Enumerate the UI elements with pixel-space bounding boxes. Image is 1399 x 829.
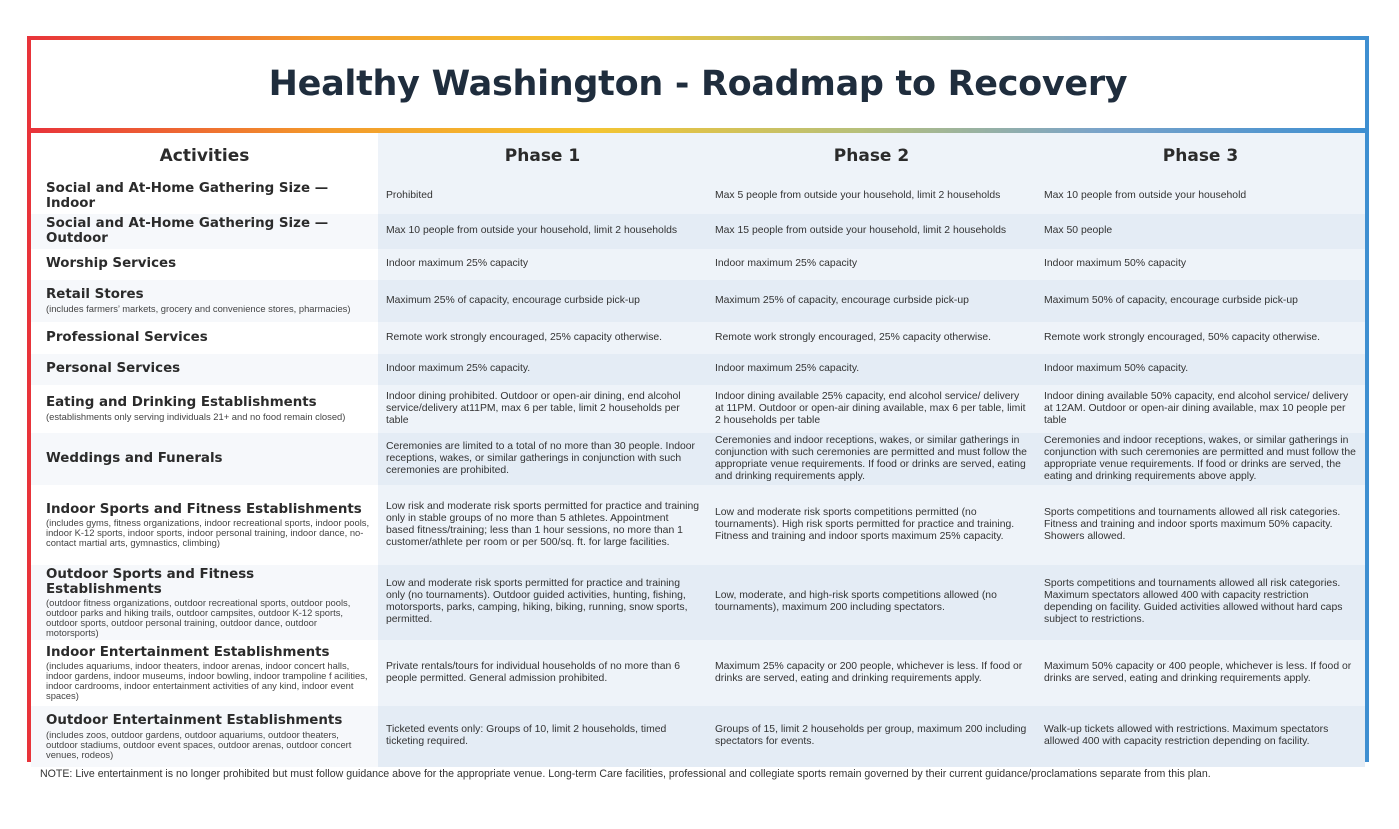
activity-name: Eating and Drinking Establishments [46,395,317,411]
phase-3-cell: Maximum 50% capacity or 400 people, whichever is less. If food or drinks are served, eating and drinking requirements apply. [1036,640,1365,706]
header-phase-2: Phase 2 [707,133,1036,179]
activity-name: Weddings and Funerals [46,450,223,466]
phase-2-cell: Groups of 15, limit 2 households per group, maximum 200 including spectators for events. [707,706,1036,767]
activity-name: Worship Services [46,256,177,272]
table-row [31,640,1365,706]
activity-note: (includes zoos, outdoor gardens, outdoor aquariums, outdoor theaters, outdoor stadiums, outdoor event spaces, outdoor arenas, outdoor concert venues, rodeos) [46,728,352,760]
table-row [31,433,1365,485]
table-row [31,214,1365,249]
phase-2-cell: Remote work strongly encouraged, 25% capacity otherwise. [707,322,1036,354]
phase-1-cell: Maximum 25% of capacity, encourage curbside pick-up [378,280,707,322]
activity-name: Outdoor Sports and Fitness Establishments [46,566,255,598]
table-body [31,179,1365,767]
phase-3-cell: Remote work strongly encouraged, 50% capacity otherwise. [1036,322,1365,354]
phase-1-cell: Low risk and moderate risk sports permitted for practice and training only in stable groups of no more than 5 athletes. Appointment based fitness/training; less than 1 hour sessions, no more than 1 customer/athlete per room or per 500/sq. ft. for large facilities. [378,485,707,565]
table-row [31,354,1365,385]
table-row [31,565,1365,640]
activity-cell [31,640,378,706]
phase-3-cell: Indoor maximum 50% capacity. [1036,354,1365,385]
activity-note: (outdoor fitness organizations, outdoor recreational sports, outdoor pools, outdoor parks and hiking trails, outdoor campsites, outdoor K-12 sports, outdoor sports, outdoor personal training, outdoor dance, outdoor motorsports) [46,597,351,639]
activity-name: Indoor Sports and Fitness Establishments [46,501,362,517]
activity-name: Outdoor Entertainment Establishments [46,713,343,729]
phase-3-cell: Walk-up tickets allowed with restrictions. Maximum spectators allowed 400 with capacity restriction depending on facility. [1036,706,1365,767]
roadmap-table [31,133,1365,767]
phase-1-cell: Private rentals/tours for individual households of no more than 6 people permitted. General admission prohibited. [378,640,707,706]
phase-1-cell: Ticketed events only: Groups of 10, limit 2 households, timed ticketing required. [378,706,707,767]
activity-cell [31,485,378,565]
activity-cell [31,280,378,322]
activity-name: Personal Services [46,361,181,377]
roadmap-panel [31,40,1365,758]
phase-2-cell: Maximum 25% of capacity, encourage curbside pick-up [707,280,1036,322]
phase-1-cell: Max 10 people from outside your household, limit 2 households [378,214,707,249]
header-activities: Activities [31,133,378,179]
activity-note: (includes gyms, fitness organizations, indoor recreational sports, indoor pools, indoor K-12 sports, indoor sports, indoor personal training, indoor dance, no-contact martial arts, gymnastics, climbing) [46,517,370,548]
phase-3-cell: Max 10 people from outside your household [1036,179,1365,214]
phase-2-cell: Low, moderate, and high-risk sports competitions allowed (no tournaments), maximum 200 including spectators. [707,565,1036,640]
activity-cell [31,385,378,433]
activity-note: (includes farmers’ markets, grocery and convenience stores, pharmacies) [46,302,351,314]
phase-3-cell: Indoor maximum 50% capacity [1036,249,1365,280]
phase-3-cell: Sports competitions and tournaments allowed all risk categories. Fitness and training and indoor sports maximum 50% capacity. Showers allowed. [1036,485,1365,565]
activity-name: Social and At-Home Gathering Size — Indoor [46,181,329,212]
footnote: NOTE: Live entertainment is no longer prohibited but must follow guidance above for the appropriate venue. Long-term Care facilities, professional and collegiate sports remain governed by their current guidance/proclamations separate from this plan. [40,768,1211,780]
phase-2-cell: Indoor maximum 25% capacity. [707,354,1036,385]
activity-cell [31,433,378,485]
page-title: Healthy Washington - Roadmap to Recovery [268,64,1128,104]
phase-1-cell: Remote work strongly encouraged, 25% capacity otherwise. [378,322,707,354]
phase-1-cell: Indoor dining prohibited. Outdoor or open-air dining, end alcohol service/delivery at11PM, max 6 per table, limit 2 households per table [378,385,707,433]
activity-note: (establishments only serving individuals 21+ and no food remain closed) [46,410,346,422]
activity-cell [31,706,378,767]
header-phase-3: Phase 3 [1036,133,1365,179]
title-bar [31,40,1365,128]
phase-2-cell: Indoor dining available 25% capacity, end alcohol service/ delivery at 11PM. Outdoor or open-air dining available, max 6 per table, limit 2 households per table [707,385,1036,433]
activity-cell [31,179,378,214]
phase-2-cell: Ceremonies and indoor receptions, wakes, or similar gatherings in conjunction with such ceremonies are permitted and must follow the appropriate venue requirements. If food or drinks are served, eating and drinking requirements apply. [707,433,1036,485]
activity-cell [31,322,378,354]
activity-cell [31,249,378,280]
phase-1-cell: Indoor maximum 25% capacity. [378,354,707,385]
phase-2-cell: Low and moderate risk sports competitions permitted (no tournaments). High risk sports permitted for practice and training. Fitness and training and indoor sports maximum 25% capacity. [707,485,1036,565]
activity-name: Indoor Entertainment Establishments [46,644,330,660]
table-row [31,280,1365,322]
phase-2-cell: Maximum 25% capacity or 200 people, whichever is less. If food or drinks are served, eating and drinking requirements apply. [707,640,1036,706]
roadmap-frame [27,36,1369,762]
table-row [31,249,1365,280]
phase-2-cell: Indoor maximum 25% capacity [707,249,1036,280]
phase-1-cell: Indoor maximum 25% capacity [378,249,707,280]
header-row [31,133,1365,179]
activity-name: Professional Services [46,329,208,345]
phase-3-cell: Max 50 people [1036,214,1365,249]
table-row [31,485,1365,565]
activity-cell [31,214,378,249]
table-row [31,706,1365,767]
table-row [31,385,1365,433]
phase-3-cell: Ceremonies and indoor receptions, wakes, or similar gatherings in conjunction with such ceremonies are permitted and must follow the appropriate venue requirements. If food or drinks are served, the eating and drinking requirements above apply. [1036,433,1365,485]
phase-3-cell: Sports competitions and tournaments allowed all risk categories. Maximum spectators allowed 400 with capacity restriction depending on facility. Guided activities allowed without hard caps subject to restrictions. [1036,565,1365,640]
phase-1-cell: Low and moderate risk sports permitted for practice and training only (no tournaments). Outdoor guided activities, hunting, fishing, motorsports, parks, camping, hiking, biking, running, snow sports, permitted. [378,565,707,640]
table-row [31,179,1365,214]
phase-3-cell: Indoor dining available 50% capacity, end alcohol service/ delivery at 12AM. Outdoor or open-air dining available, max 10 people per table [1036,385,1365,433]
phase-2-cell: Max 15 people from outside your household, limit 2 households [707,214,1036,249]
activity-cell [31,565,378,640]
table-row [31,322,1365,354]
activity-name: Retail Stores [46,287,144,303]
header-phase-1: Phase 1 [378,133,707,179]
activity-name: Social and At-Home Gathering Size — Outdoor [46,215,329,247]
activity-note: (includes aquariums, indoor theaters, indoor arenas, indoor concert halls, indoor gardens, indoor museums, indoor bowling, indoor trampoline f acilities, indoor cardrooms, indoor entertainment activities of any kind, indoor event spaces) [46,660,368,702]
phase-3-cell: Maximum 50% of capacity, encourage curbside pick-up [1036,280,1365,322]
phase-1-cell: Prohibited [378,179,707,214]
activity-cell [31,354,378,385]
phase-2-cell: Max 5 people from outside your household, limit 2 households [707,179,1036,214]
phase-1-cell: Ceremonies are limited to a total of no more than 30 people. Indoor receptions, wakes, or similar gatherings in conjunction with such ceremonies are prohibited. [378,433,707,485]
